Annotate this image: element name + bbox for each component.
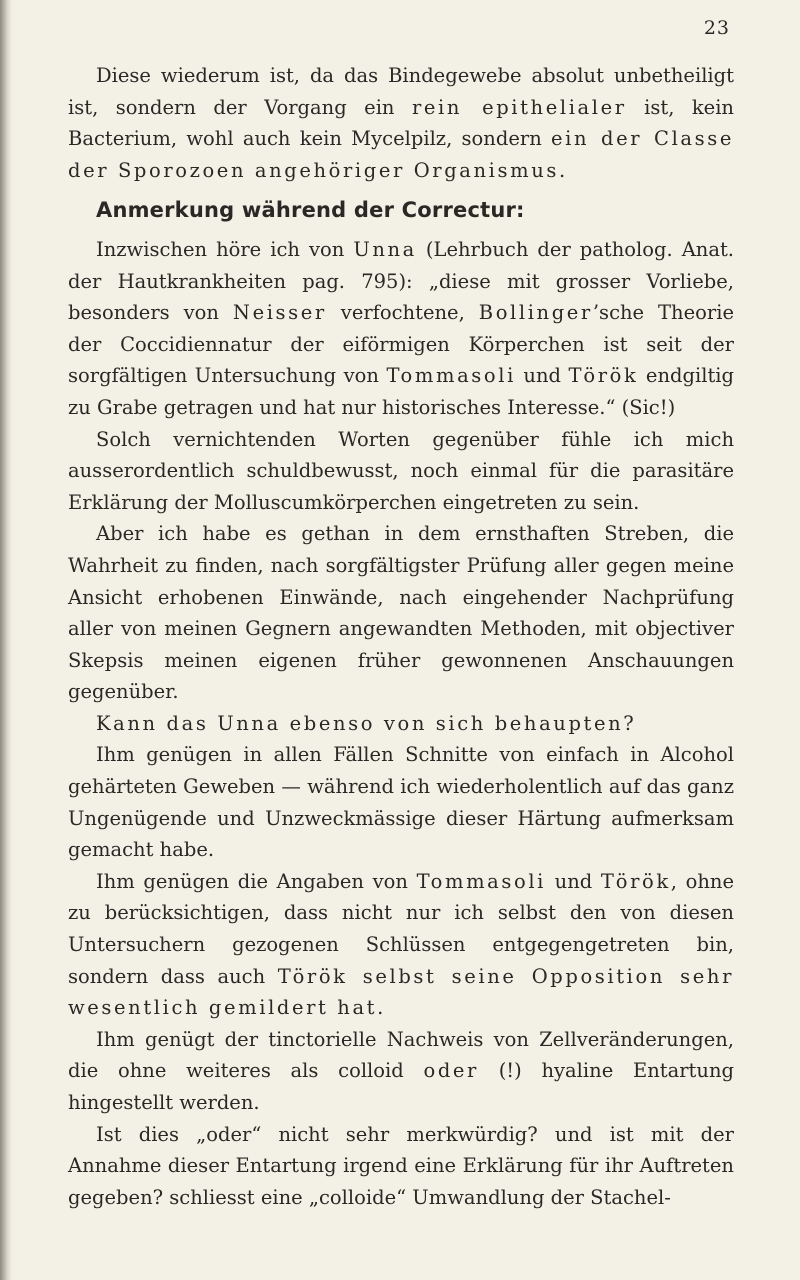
text-run: , ohne zu berücksichtigen, dass nicht nur ich selbst den von diesen Untersuchern gezogenen Schlüssen entgegengetreten bin, sondern dass auch xyxy=(68,869,735,988)
text-run: Anmerkung während der Correctur: xyxy=(96,198,525,223)
text-run: (Lehrbuch der patholog. Anat. der Hautkrankheiten pag. 795): „diese mit grosser Vorliebe, besonders von xyxy=(68,237,734,325)
spaced-text: Török selbst seine Opposition sehr wesentlich gemildert hat. xyxy=(68,964,735,1020)
paragraph xyxy=(68,1119,734,1214)
text-run: Diese wiederum ist, da das Bindegewebe absolut unbetheiligt ist, sondern der Vorgang ein xyxy=(68,64,734,119)
section-heading xyxy=(96,195,734,227)
spaced-text: Tommasoli xyxy=(386,364,516,388)
spaced-text: Unna xyxy=(353,237,417,261)
paragraph xyxy=(68,234,734,424)
paragraph xyxy=(68,739,734,865)
paragraph xyxy=(68,424,734,519)
spaced-text: Török xyxy=(568,364,639,388)
page-number: 23 xyxy=(703,17,730,39)
text-run: Ist dies „oder“ nicht sehr merkwürdig? und ist mit der Annahme dieser Entartung irgend eine Erklärung für ihr Auftreten gegeben? schliesst eine „colloide“ Umwandlung der Stachel- xyxy=(68,1122,734,1209)
text-run: und xyxy=(515,364,569,388)
paragraph xyxy=(68,1024,734,1119)
text-run: Ihm genügt der tinctorielle Nachweis von Zellveränderungen, die ohne weiteres als colloid xyxy=(68,1027,734,1083)
spaced-text: ein der Classe der Sporozoen angehöriger Organismus. xyxy=(68,127,734,182)
text-run: Aber ich habe es gethan in dem ernsthaften Streben, die Wahrheit zu finden, nach sorgfältigster Prüfung aller gegen meine Ansicht erhobenen Einwände, nach eingehender Nachprüfung aller von meinen Gegnern angewandten Methoden, mit objectiver Skepsis meinen eigenen früher gewonnenen Anschauungen gegenüber. xyxy=(68,522,734,704)
spaced-text: rein epithelialer xyxy=(411,95,627,119)
text-run: Ihm genügen die Angaben von xyxy=(96,869,417,893)
spaced-text: Neisser xyxy=(232,301,327,325)
text-run: endgiltig zu Grabe getragen und hat nur historisches Interesse.“ (Sic!) xyxy=(68,364,734,419)
paragraph xyxy=(68,518,734,708)
text-run: und xyxy=(546,869,601,893)
page-edge-shadow xyxy=(0,0,12,1280)
spaced-text: Tommasoli xyxy=(416,869,547,893)
text-run: ’sche Theorie der Coccidiennatur der eiförmigen Körperchen ist seit der sorgfältigen Untersuchung von xyxy=(68,301,734,388)
page-body xyxy=(68,60,734,1213)
text-run: ist, kein Bacterium, wohl auch kein Mycelpilz, sondern xyxy=(68,95,734,151)
text-run: Solch vernichtenden Worten gegenüber fühle ich mich ausserordentlich schuldbewusst, noch einmal für die parasitäre Erklärung der Molluscumkörperchen eingetreten zu sein. xyxy=(68,427,734,514)
spaced-text: Bollinger xyxy=(478,301,593,325)
text-run: (!) hyaline Entartung hingestellt werden. xyxy=(68,1059,734,1114)
paragraph xyxy=(68,708,734,740)
text-run: Ihm genügen in allen Fällen Schnitte von einfach in Alcohol gehärteten Geweben — während ich wiederholentlich auf das ganz Ungenügende und Unzweckmässige dieser Härtung aufmerksam gemacht habe. xyxy=(68,743,734,862)
spaced-text: oder xyxy=(423,1059,479,1083)
spaced-text: Török xyxy=(600,869,671,893)
spaced-text: Kann das Unna ebenso von sich behaupten? xyxy=(96,711,637,735)
text-run: Inzwischen höre ich von xyxy=(96,237,354,261)
paragraph xyxy=(68,866,734,1024)
paragraph xyxy=(68,60,734,186)
text-run: verfochtene, xyxy=(326,301,479,325)
